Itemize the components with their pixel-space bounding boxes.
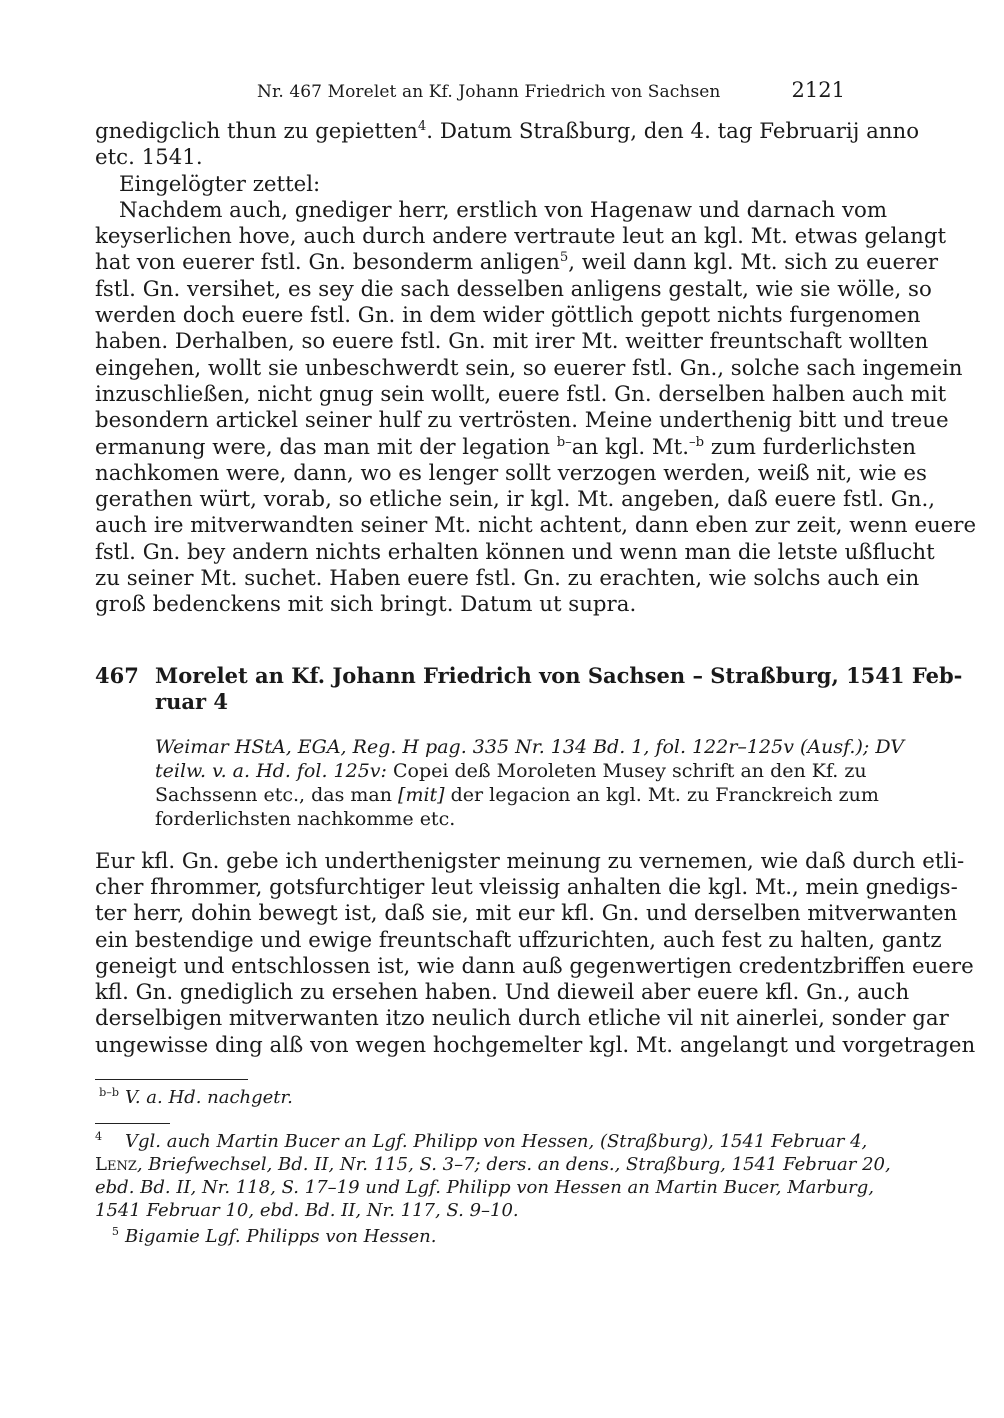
text-line: werden doch euere fstl. Gn. in dem wider göttlich gepott nichts furgenomen bbox=[95, 303, 921, 329]
apparatus-note: $^{b-b}$ V. a. Hd. nachgetr. bbox=[99, 1086, 293, 1109]
text-line: haben. Derhalben, so euere fstl. Gn. mit irer Mt. weitter freuntschaft wollten bbox=[95, 329, 929, 355]
text-line: gerathen würt, vorab, so etliche sein, ir kgl. Mt. angeben, daß euere fstl. Gn., bbox=[95, 487, 936, 513]
text-line: gnedigclich thun zu gepietten$^4$. Datum Straßburg, den 4. tag Februarij anno bbox=[95, 118, 920, 144]
text-line: ein bestendige und ewige freuntschaft uffzurichten, auch fest zu halten, gantz bbox=[95, 927, 942, 953]
running-title: Nr. 467 Morelet an Kf. Johann Friedrich von Sachsen bbox=[257, 82, 721, 102]
text-line: ermanung were, das man mit der legation $^{b-}$an kgl. Mt.$^{-b}$ zum furderlichsten bbox=[95, 434, 916, 460]
text-line: fstl. Gn. versihet, es sey die sach desselben anligens gestalt, wie sie wölle, so bbox=[95, 276, 932, 302]
variant-open: b– bbox=[556, 434, 572, 450]
running-head bbox=[95, 78, 845, 108]
text-line: groß bedenckens mit sich bringt. Datum ut supra. bbox=[95, 592, 637, 618]
text-line: inzuschließen, nicht gnug sein wollt, euere fstl. Gn. derselben halben auch mit bbox=[95, 381, 947, 407]
document-page bbox=[95, 78, 977, 1248]
letter-text bbox=[95, 848, 976, 1059]
entry-number: 467 bbox=[95, 662, 139, 688]
text-line: geneigt und entschlossen ist, wie dann auß gegenwertigen credentzbriffen euere bbox=[95, 953, 974, 979]
text-line: hat von euerer fstl. Gn. besonderm anligen$^5$, weil dann kgl. Mt. sich zu euerer bbox=[95, 250, 939, 276]
enclosure-label: Eingelögter zettel: bbox=[119, 171, 321, 197]
text-line: zu seiner Mt. suchet. Haben euere fstl. Gn. zu erachten, wie solchs auch ein bbox=[95, 566, 920, 592]
footnote-4: $^4$ Vgl. auch Martin Bucer an Lgf. Philipp von Hessen, (Straßburg), 1541 Februar 4, Lenz, Briefwechsel, Bd. II, Nr. 115, S. 3–7; ders. an dens., Straßburg, 1541 Februar 20, ebd. Bd. II, Nr. 118, S. 17–19 und Lgf. Philipp von Hessen an Martin Bucer, Marburg, 1541 Februar 10, ebd. Bd. II, Nr. 117, S. 9–10. bbox=[95, 1130, 891, 1222]
entry-title: Morelet an Kf. Johann Friedrich von Sachsen – Straßburg, 1541 Feb- ruar 4 bbox=[155, 662, 963, 714]
text-line: kfl. Gn. gnediglich zu ersehen haben. Und dieweil aber euere kfl. Gn., auch bbox=[95, 980, 910, 1006]
text-line: Eur kfl. Gn. gebe ich underthenigster meinung zu vernemen, wie daß durch etli- bbox=[95, 848, 965, 874]
text-line: Nachdem auch, gnediger herr, erstlich von Hagenaw und darnach vom bbox=[119, 197, 888, 223]
footnote-divider bbox=[95, 1123, 170, 1124]
text-line: ungewisse ding alß von wegen hochgemelter kgl. Mt. angelangt und vorgetragen bbox=[95, 1032, 976, 1058]
page-number: 2121 bbox=[791, 78, 845, 102]
footnote-ref-4: 4 bbox=[417, 118, 427, 134]
text-line: cher fhrommer, gotsfurchtiger leut vleissig anhalten die kgl. Mt., mein gnedigs- bbox=[95, 874, 958, 900]
variant-close: –b bbox=[689, 434, 705, 450]
text-line: eingehen, wollt sie unbeschwerdt sein, so euerer fstl. Gn., solche sach ingemein bbox=[95, 355, 963, 381]
apparatus-divider bbox=[95, 1079, 248, 1080]
text-line: etc. 1541. bbox=[95, 145, 203, 171]
footnote-5: $^5$ Bigamie Lgf. Philipps von Hessen. bbox=[111, 1225, 437, 1248]
text-line: fstl. Gn. bey andern nichts erhalten können und wenn man die letste ußflucht bbox=[95, 539, 935, 565]
text-line: auch ire mitverwandten seiner Mt. nicht achtent, dann eben zur zeit, wenn euere bbox=[95, 513, 977, 539]
entry-heading bbox=[95, 662, 963, 715]
text-line: derselbigen mitverwanten itzo neulich durch etliche vil nit ainerlei, sonder gar bbox=[95, 1006, 949, 1032]
source-note: Weimar HStA, EGA, Reg. H pag. 335 Nr. 134 Bd. 1, fol. 122r–125v (Ausf.); DV teilw. v. a. Hd. fol. 125v: Copei deß Moroleten Musey schrift an den Kf. zu Sachssenn etc., das man [mit] der legacion an kgl. Mt. zu Franckreich zum forderlichsten nachkomme etc. bbox=[155, 735, 904, 830]
previous-letter-text bbox=[95, 118, 977, 619]
text-line: besondern artickel seiner hulf zu vertrösten. Meine underthenig bitt und treue bbox=[95, 408, 949, 434]
text-line: nachkomen were, dann, wo es lenger sollt verzogen werden, weiß nit, wie es bbox=[95, 460, 927, 486]
text-line: ter herr, dohin bewegt ist, daß sie, mit eur kfl. Gn. und derselben mitverwanten bbox=[95, 901, 958, 927]
text-line: keyserlichen hove, auch durch andere vertraute leut an kgl. Mt. etwas gelangt bbox=[95, 224, 947, 250]
footnote-ref-5: 5 bbox=[559, 250, 569, 266]
